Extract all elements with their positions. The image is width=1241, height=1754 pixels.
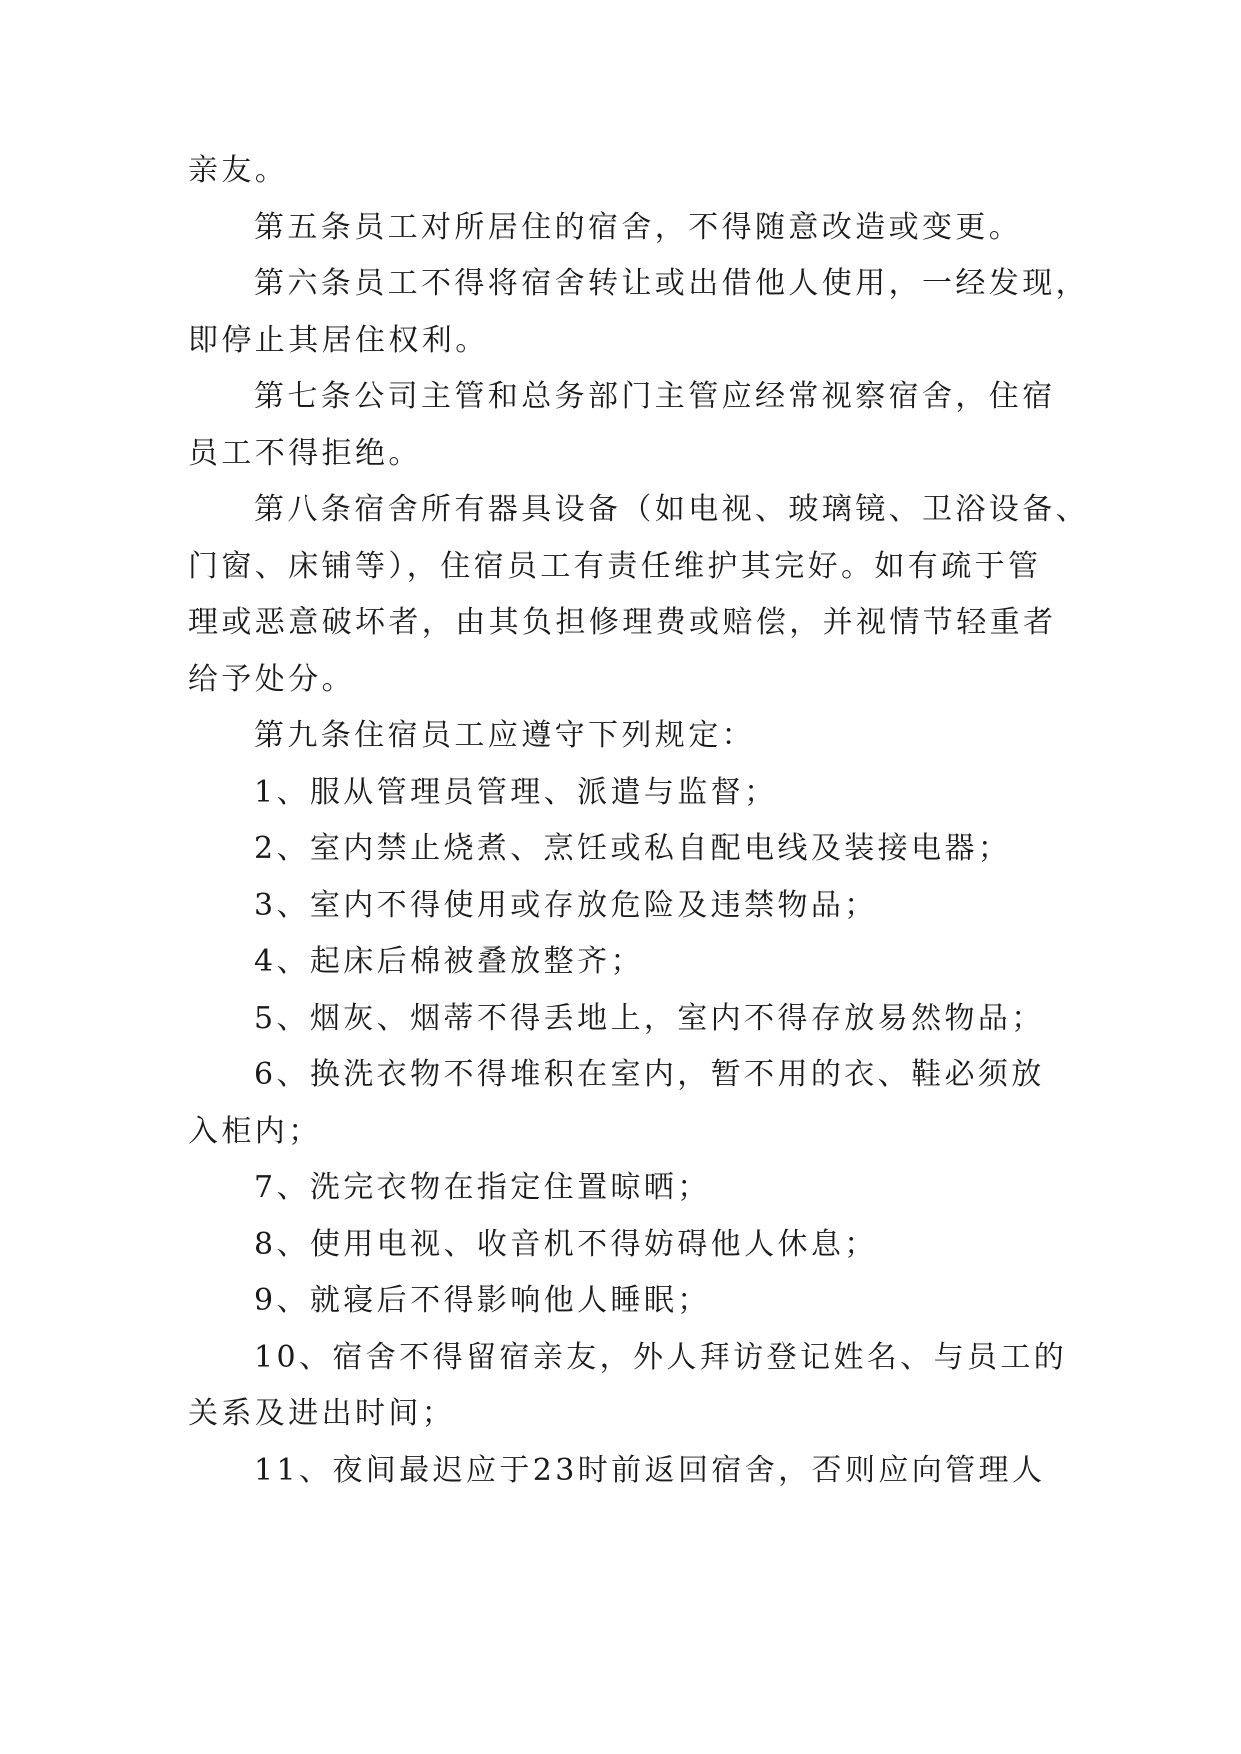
text-line: 7、洗完衣物在指定住置晾晒； (254, 1170, 711, 1205)
text-line: 8、使用电视、收音机不得妨碍他人休息； (254, 1227, 878, 1262)
text-line: 给予处分。 (188, 662, 355, 697)
text-line: 第八条宿舍所有器具设备（如电视、玻璃镜、卫浴设备、 (254, 492, 1089, 527)
text-line: 9、就寝后不得影响他人睡眠； (254, 1283, 711, 1318)
text-line: 第六条员工不得将宿舍转让或出借他人使用，一经发现， (254, 266, 1089, 301)
text-line: 员工不得拒绝。 (188, 436, 422, 471)
text-line: 2、室内禁止烧煮、烹饪或私自配电线及装接电器； (254, 831, 1012, 866)
text-line: 1、服从管理员管理、派遣与监督； (254, 775, 778, 810)
text-line: 11、夜间最迟应于23时前返回宿舍，否则应向管理人 (254, 1453, 1046, 1488)
text-line: 关系及进出时间； (188, 1396, 456, 1431)
text-line: 10、宿舍不得留宿亲友，外人拜访登记姓名、与员工的 (254, 1340, 1068, 1375)
text-line: 门窗、床铺等），住宿员工有责任维护其完好。如有疏于管 (188, 549, 1042, 584)
text-line: 第五条员工对所居住的宿舍，不得随意改造或变更。 (254, 210, 1023, 245)
text-line: 亲友。 (188, 153, 289, 188)
text-line: 即停止其居住权利。 (188, 323, 489, 358)
text-line: 5、烟灰、烟蒂不得丢地上，室内不得存放易然物品； (254, 1001, 1045, 1036)
text-line: 4、起床后棉被叠放整齐； (254, 944, 644, 979)
text-line: 第九条住宿员工应遵守下列规定： (254, 718, 755, 753)
text-line: 理或恶意破坏者，由其负担修理费或赔偿，并视情节轻重者 (188, 605, 1057, 640)
text-line: 第七条公司主管和总务部门主管应经常视察宿舍，住宿 (254, 379, 1056, 414)
text-line: 入柜内； (188, 1114, 322, 1149)
text-line: 3、室内不得使用或存放危险及违禁物品； (254, 888, 878, 923)
text-line: 6、换洗衣物不得堆积在室内，暂不用的衣、鞋必须放 (254, 1057, 1045, 1092)
